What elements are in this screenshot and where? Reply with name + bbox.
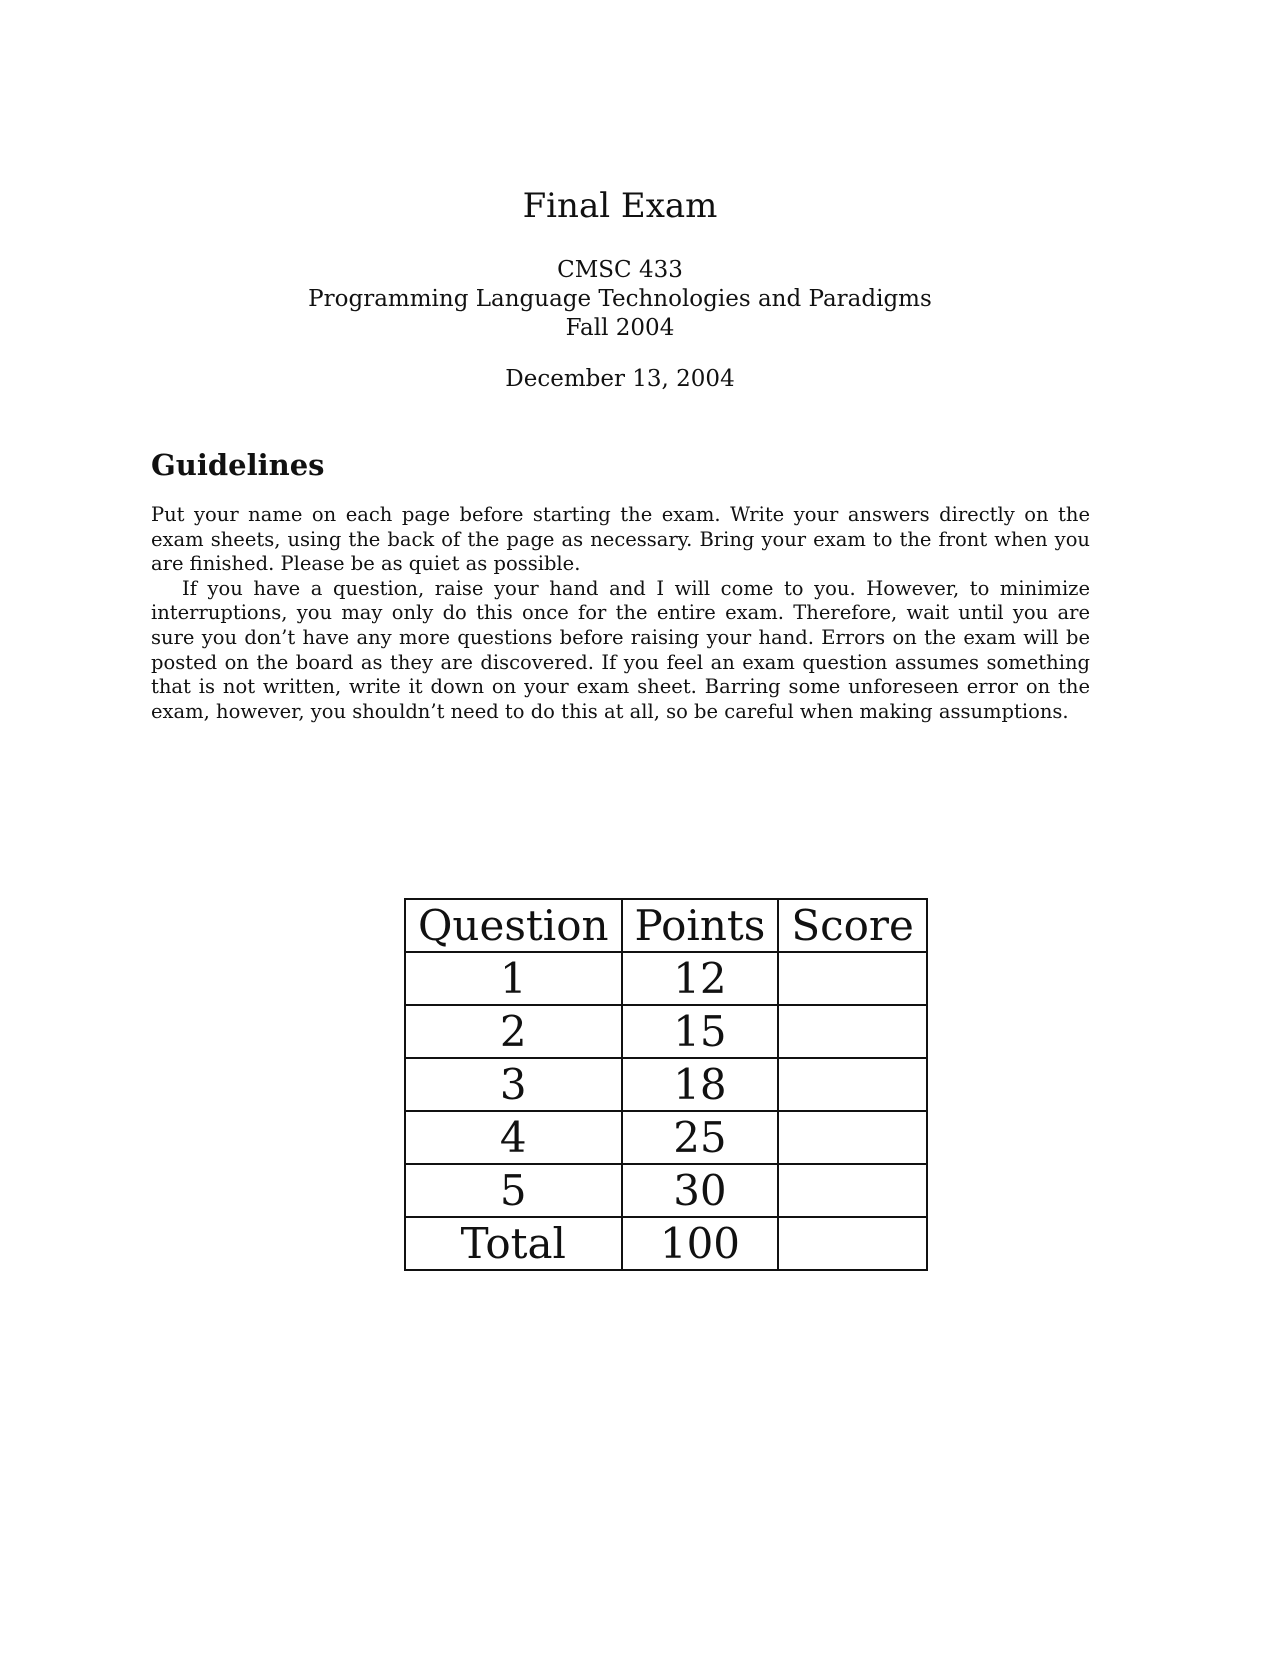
exam-title: Final Exam [522,186,718,226]
exam-date: December 13, 2004 [505,366,735,392]
table-row [405,952,927,1005]
points-cell: 15 [622,1005,779,1058]
course-term: Fall 2004 [565,315,675,341]
header-points: Points [622,899,779,952]
course-code: CMSC 433 [557,257,683,283]
guidelines-paragraph-2: If you have a question, raise your hand and I will come to you. However, to minimize interruptions, you may only do this once for the entire exam. Therefore, wait until you are sure you don’t have any more questions before raising your hand. Errors on the exam will be posted on the board as they are discovered. If you feel an exam question assumes something that is not written, write it down on your exam sheet. Barring some unforeseen error on the exam, however, you shouldn’t need to do this at all, so be careful when making assumptions. [151,576,1090,723]
total-score-cell[interactable] [778,1217,927,1270]
points-cell: 30 [622,1164,779,1217]
total-points-cell: 100 [622,1217,779,1270]
total-label-cell: Total [405,1217,622,1270]
question-cell: 4 [405,1111,622,1164]
total-row [405,1217,927,1270]
question-cell: 1 [405,952,622,1005]
course-info [0,256,1240,343]
table-row [405,1058,927,1111]
course-name: Programming Language Technologies and Paradigms [308,286,932,312]
score-cell[interactable] [778,952,927,1005]
question-cell: 5 [405,1164,622,1217]
score-cell[interactable] [778,1058,927,1111]
table-row [405,1164,927,1217]
score-table [404,898,928,1271]
points-cell: 12 [622,952,779,1005]
points-cell: 18 [622,1058,779,1111]
score-table-header-row [405,899,927,952]
table-row [405,1111,927,1164]
points-cell: 25 [622,1111,779,1164]
guidelines-heading: Guidelines [151,448,325,482]
score-cell[interactable] [778,1164,927,1217]
guidelines-body [151,503,1090,724]
guidelines-paragraph-1: Put your name on each page before starting the exam. Write your answers directly on the exam sheets, using the back of the page as necessary. Bring your exam to the front when you are finished. Please be as quiet as possible. [151,503,1090,576]
question-cell: 2 [405,1005,622,1058]
table-row [405,1005,927,1058]
score-cell[interactable] [778,1005,927,1058]
header-question: Question [405,899,622,952]
score-cell[interactable] [778,1111,927,1164]
header-score: Score [778,899,927,952]
question-cell: 3 [405,1058,622,1111]
